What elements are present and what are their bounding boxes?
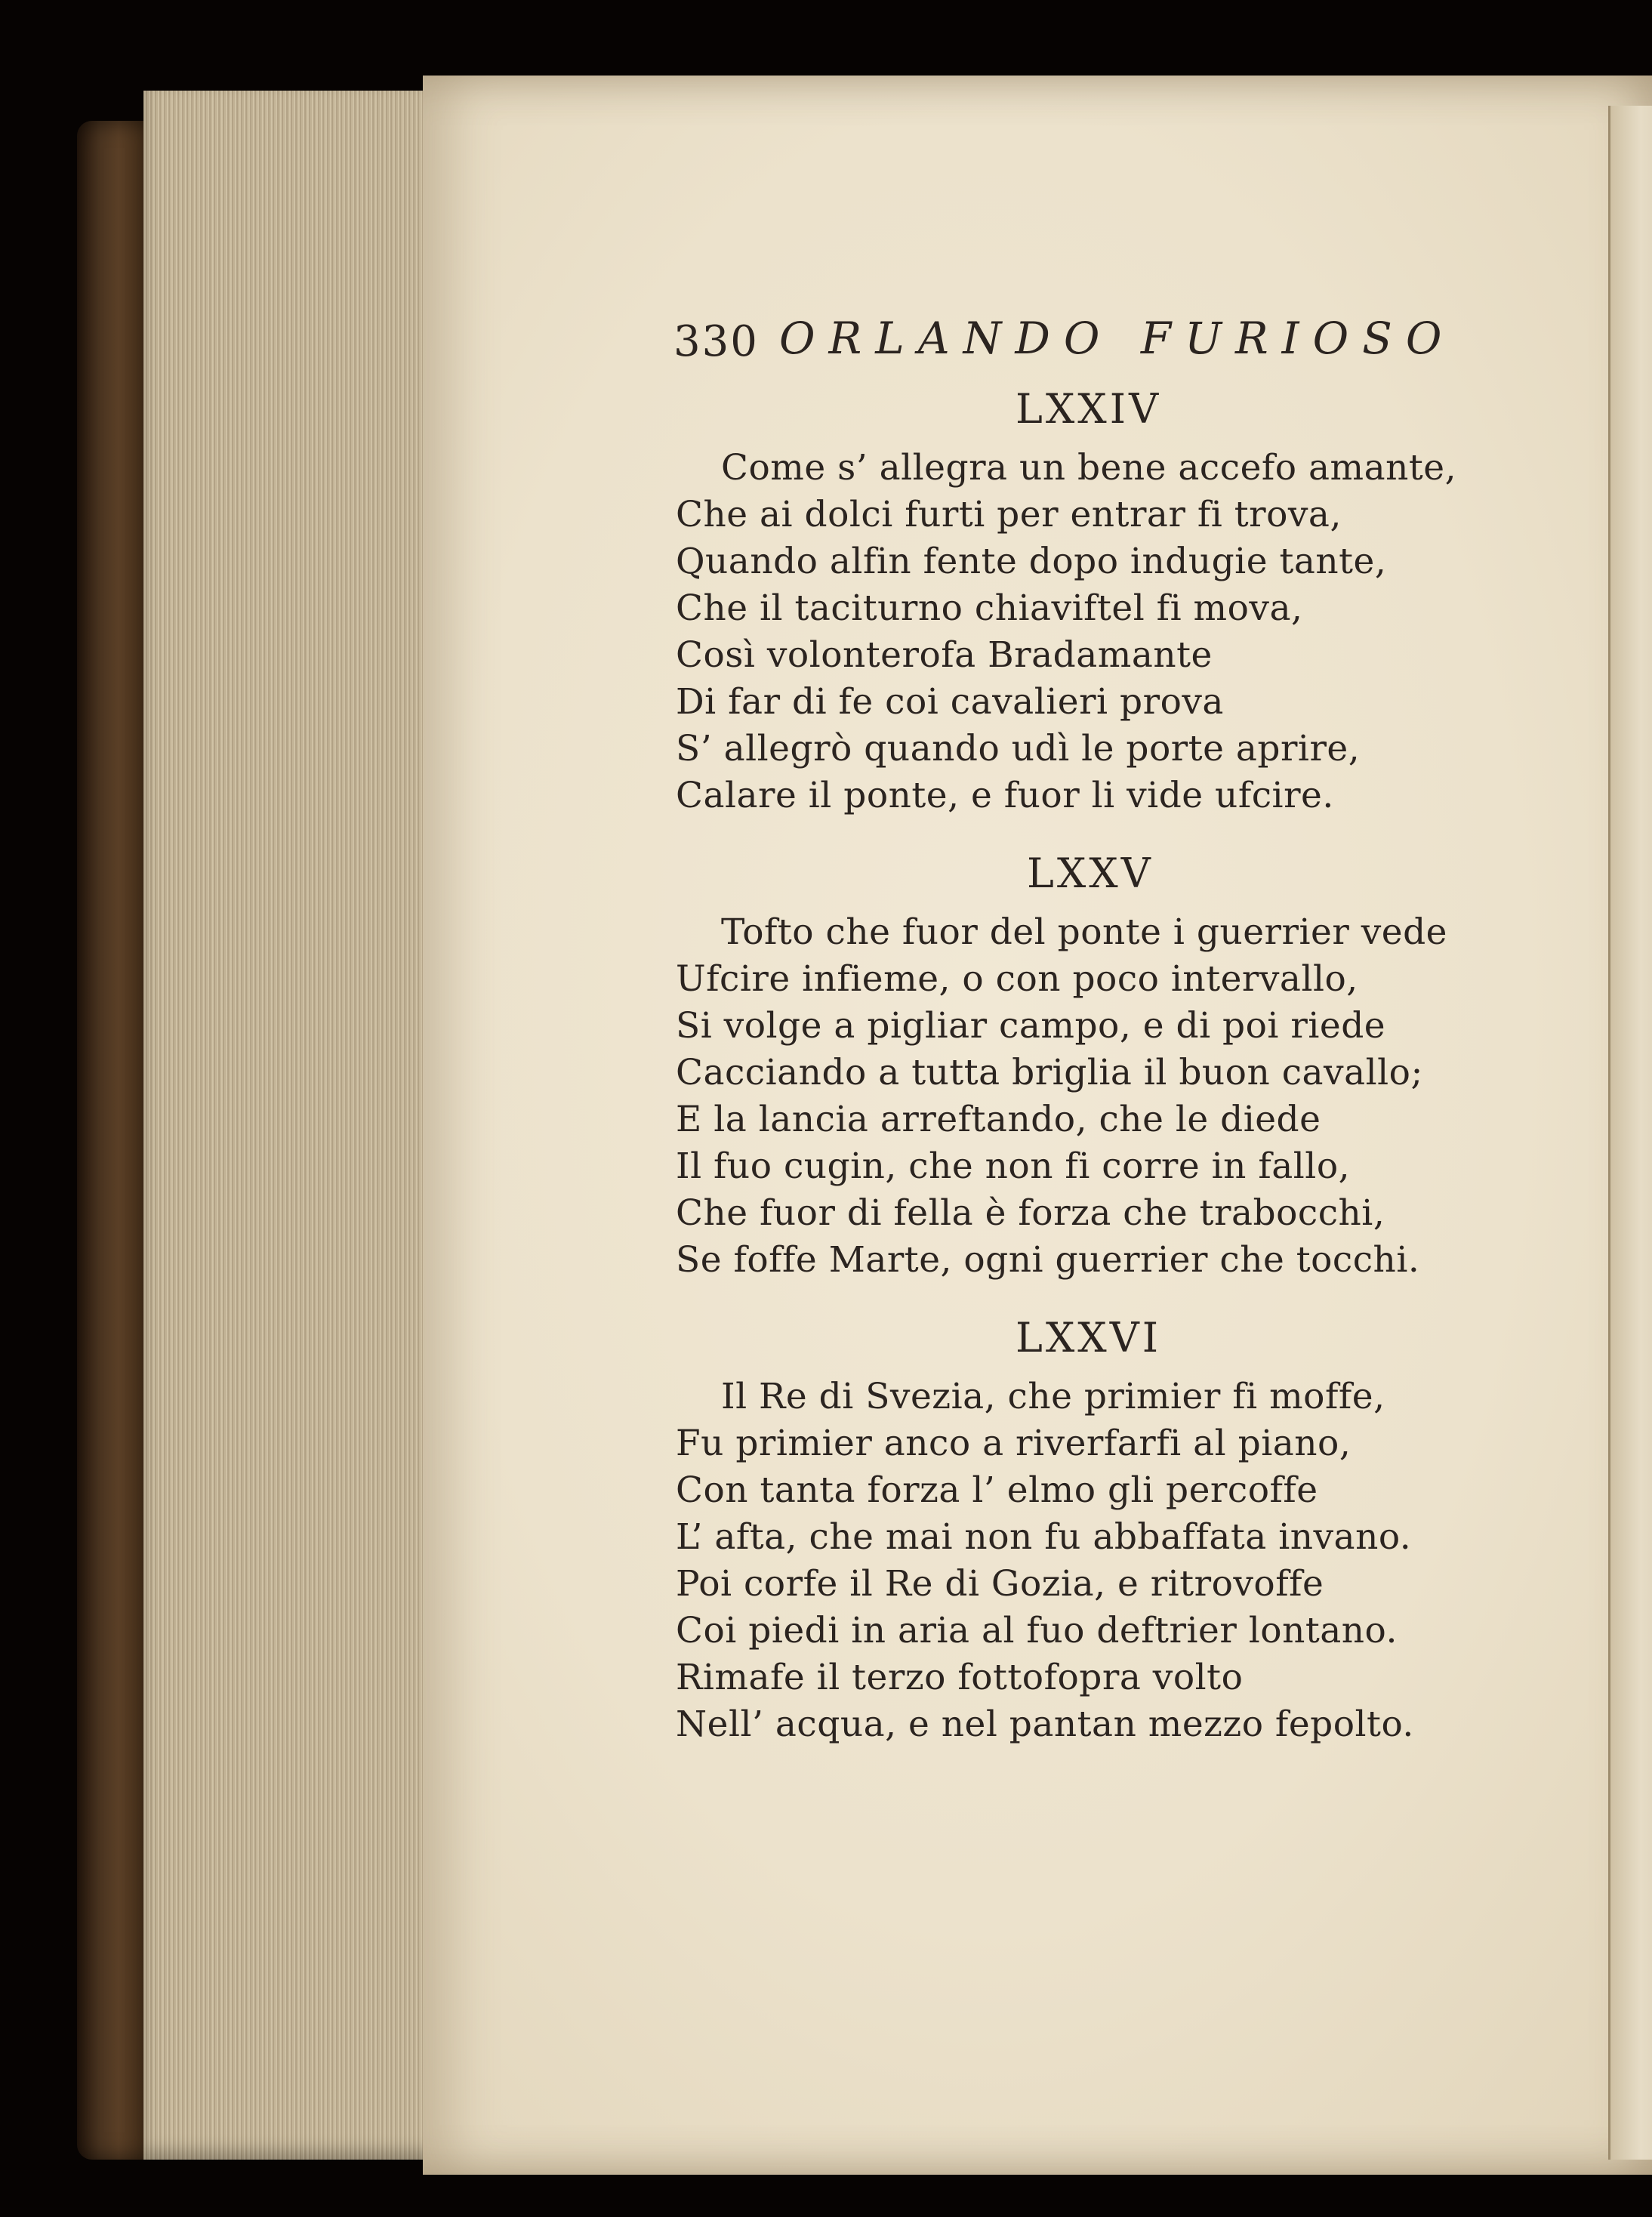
verse-line: Così volonterofa Bradamante [676, 634, 1213, 676]
verse-line: Si volge a pigliar campo, e di poi riede [676, 1005, 1386, 1047]
verse-line: Quando alfin fente dopo indugie tante, [676, 541, 1387, 582]
verse-line: Fu primier anco a riverfarfi al piano, [676, 1423, 1351, 1464]
verse-line: Il Re di Svezia, che primier fi moffe, [721, 1376, 1385, 1417]
book-title: ORLANDO FURIOSO [779, 313, 1456, 364]
stanza-number: LXXV [1027, 849, 1154, 897]
verse-line: Che il taciturno chiaviftel fi mova, [676, 587, 1303, 629]
verse-line: Che ai dolci furti per entrar fi trova, [676, 494, 1342, 535]
verse-line: Ufcire infieme, o con poco intervallo, [676, 958, 1358, 1000]
verse-line: Rimafe il terzo fottofopra volto [676, 1657, 1244, 1698]
book-spine [77, 121, 153, 2160]
verse-line: Di far di fe coi cavalieri prova [676, 681, 1224, 723]
page-number: 330 [673, 317, 759, 366]
stanza-number: LXXVI [1016, 1314, 1162, 1361]
verse-line: Se foffe Marte, ogni guerrier che tocchi. [676, 1239, 1420, 1281]
facing-page-edge [1608, 106, 1652, 2160]
verse-line: Coi piedi in aria al fuo deftrier lontano. [676, 1610, 1398, 1651]
verse-line: Con tanta forza l’ elmo gli percoffe [676, 1469, 1318, 1511]
verse-line: Nell’ acqua, e nel pantan mezzo fepolto. [676, 1704, 1414, 1745]
verse-line: Poi corfe il Re di Gozia, e ritrovoffe [676, 1563, 1324, 1605]
verse-line: Come s’ allegra un bene accefo amante, [721, 447, 1457, 489]
verse-line: Che fuor di fella è forza che trabocchi, [676, 1192, 1385, 1234]
verse-line: Il fuo cugin, che non fi corre in fallo, [676, 1146, 1351, 1187]
verse-line: Cacciando a tutta briglia il buon cavallo; [676, 1052, 1423, 1093]
running-head [673, 313, 1504, 378]
verse-line: E la lancia arreftando, che le diede [676, 1099, 1321, 1140]
verse-line: Tofto che fuor del ponte i guerrier vede [721, 911, 1447, 953]
verse-line: S’ allegrò quando udì le porte aprire, [676, 728, 1361, 769]
verse-line: L’ afta, che mai non fu abbaffata invano. [676, 1516, 1412, 1558]
verse-line: Calare il ponte, e fuor li vide ufcire. [676, 775, 1334, 816]
stanza-number: LXXIV [1016, 385, 1162, 433]
